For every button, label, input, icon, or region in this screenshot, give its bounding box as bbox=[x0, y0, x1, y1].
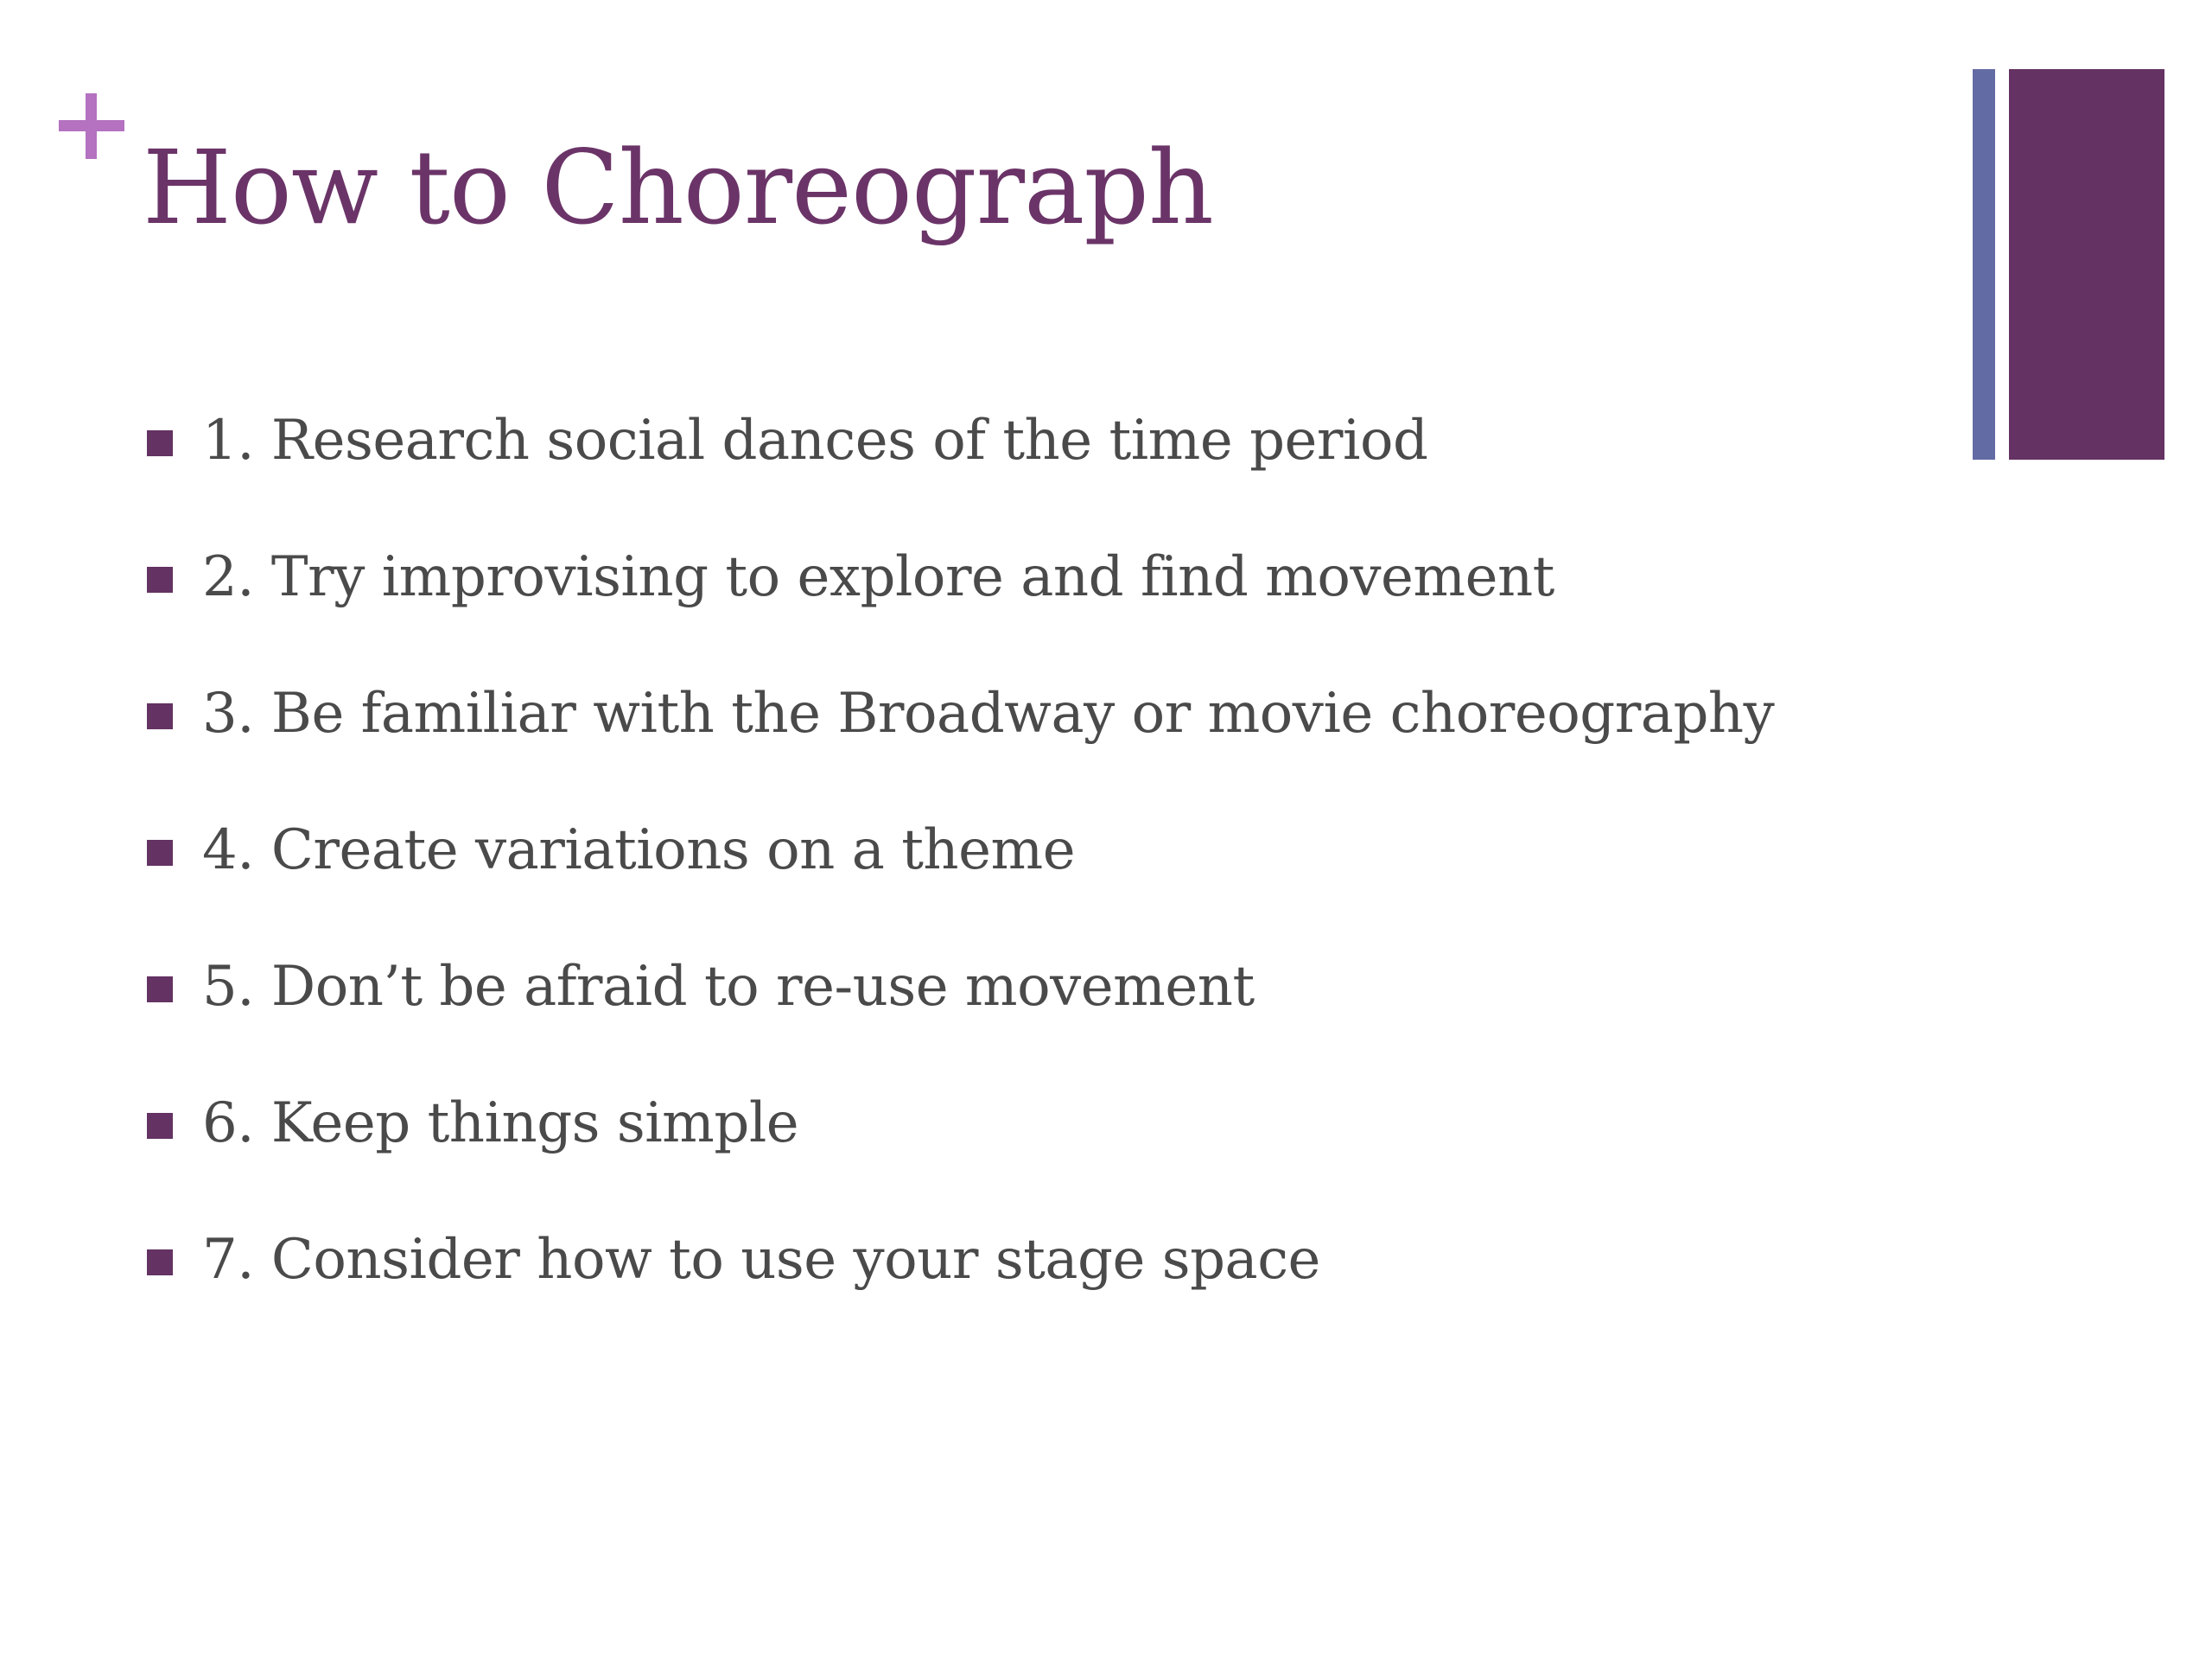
bullet-text: 6. Keep things simple bbox=[202, 1091, 799, 1155]
bullet-list bbox=[147, 397, 1774, 1353]
list-item bbox=[147, 534, 1774, 671]
square-bullet-icon bbox=[147, 976, 173, 1002]
square-bullet-icon bbox=[147, 430, 173, 456]
bullet-text: 5. Don’t be afraid to re-use movement bbox=[202, 955, 1255, 1019]
plus-icon bbox=[59, 93, 124, 159]
square-bullet-icon bbox=[147, 567, 173, 593]
slide-title: How to Choreograph bbox=[143, 128, 1213, 247]
list-item bbox=[147, 807, 1774, 944]
bullet-text: 7. Consider how to use your stage space bbox=[202, 1228, 1320, 1292]
accent-bar-thin bbox=[1973, 69, 1995, 460]
list-item bbox=[147, 397, 1774, 534]
bullet-text: 1. Research social dances of the time period bbox=[202, 409, 1428, 473]
bullet-text: 2. Try improvising to explore and find movement bbox=[202, 545, 1554, 609]
list-item bbox=[147, 1217, 1774, 1353]
list-item bbox=[147, 944, 1774, 1080]
square-bullet-icon bbox=[147, 703, 173, 729]
list-item bbox=[147, 1080, 1774, 1217]
bullet-text: 3. Be familiar with the Broadway or movie choreography bbox=[202, 682, 1775, 746]
accent-bar-thick bbox=[2009, 69, 2164, 460]
square-bullet-icon bbox=[147, 840, 173, 866]
square-bullet-icon bbox=[147, 1113, 173, 1139]
bullet-text: 4. Create variations on a theme bbox=[202, 818, 1076, 882]
square-bullet-icon bbox=[147, 1249, 173, 1275]
list-item bbox=[147, 671, 1774, 807]
